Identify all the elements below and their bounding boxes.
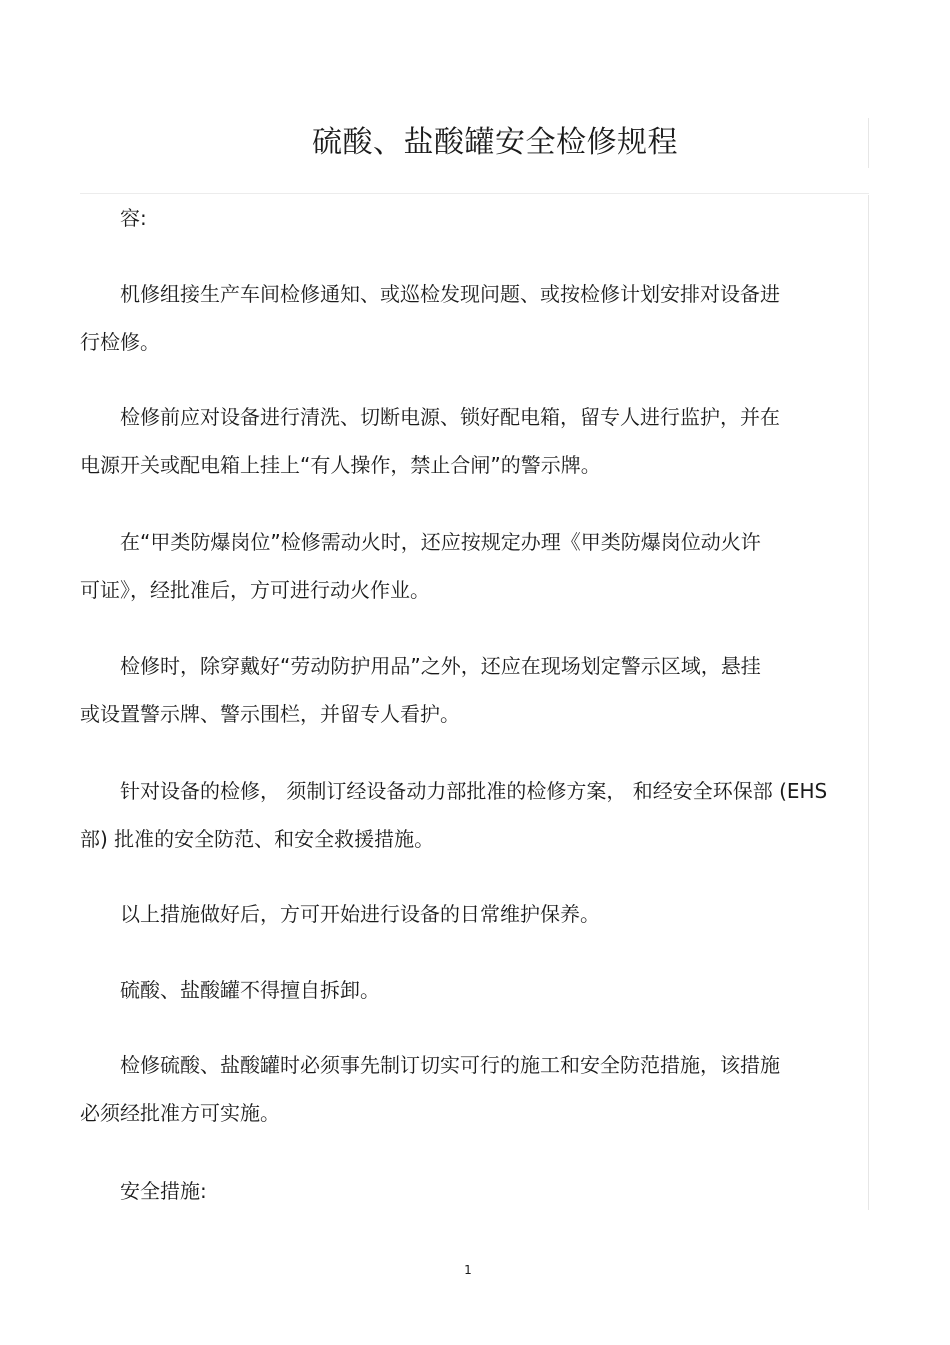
paragraph-line: 部) 批准的安全防范、和安全救援措施。 — [80, 827, 435, 851]
paragraph-protective-gear — [80, 642, 870, 738]
paragraph-safety-measures-plan — [80, 1041, 870, 1137]
paragraph-line: 检修前应对设备进行清洗、切断电源、锁好配电箱，留专人进行监护，并在 — [120, 405, 780, 429]
paragraph-content-label — [80, 194, 870, 242]
paragraph-safety-heading — [80, 1167, 870, 1215]
paragraph-line: 或设置警示牌、警示围栏，并留专人看护。 — [80, 702, 460, 726]
paragraph-maintenance — [80, 890, 870, 938]
paragraph-line: 检修时，除穿戴好“劳动防护用品”之外，还应在现场划定警示区域，悬挂 — [120, 654, 761, 678]
paragraph-hot-work — [80, 518, 870, 614]
paragraph-pre-repair — [80, 393, 870, 489]
paragraph-line: 在“甲类防爆岗位”检修需动火时，还应按规定办理《甲类防爆岗位动火许 — [120, 530, 761, 554]
paragraph-line: 安全措施: — [120, 1179, 207, 1203]
document-title: 硫酸、盐酸罐安全检修规程 — [312, 125, 678, 160]
page-number: 1 — [464, 1263, 472, 1277]
paragraph-line: 硫酸、盐酸罐不得擅自拆卸。 — [120, 978, 380, 1002]
paragraph-line: 以上措施做好后，方可开始进行设备的日常维护保养。 — [120, 902, 600, 926]
paragraph-line: 机修组接生产车间检修通知、或巡检发现问题、或按检修计划安排对设备进 — [120, 282, 780, 306]
paragraph-no-dismantle — [80, 966, 870, 1014]
paragraph-line: 针对设备的检修， 须制订经设备动力部批准的检修方案， 和经安全环保部 (EHS — [120, 779, 828, 803]
paragraph-repair-notice — [80, 270, 870, 366]
paragraph-line: 检修硫酸、盐酸罐时必须事先制订切实可行的施工和安全防范措施，该措施 — [120, 1053, 780, 1077]
paragraph-repair-plan — [80, 767, 870, 863]
paragraph-line: 可证》，经批准后，方可进行动火作业。 — [80, 578, 430, 602]
paragraph-line: 必须经批准方可实施。 — [80, 1101, 280, 1125]
paragraph-line: 电源开关或配电箱上挂上“有人操作，禁止合闸”的警示牌。 — [80, 453, 601, 477]
paragraph-line: 行检修。 — [80, 330, 160, 354]
paragraph-line: 容: — [120, 206, 147, 230]
